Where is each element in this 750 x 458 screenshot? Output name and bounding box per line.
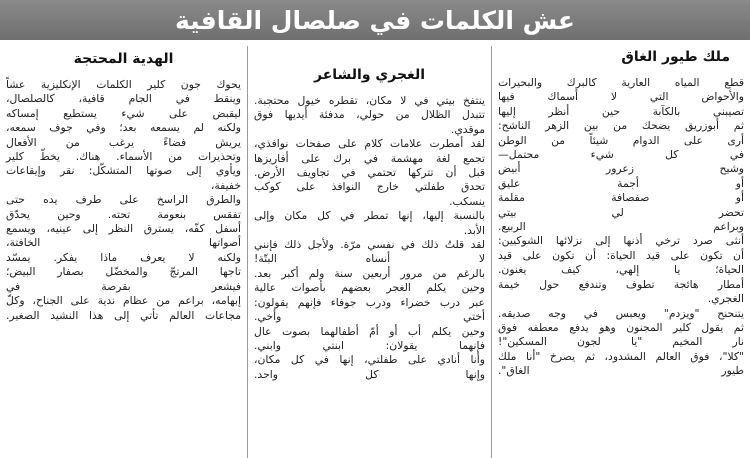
poem-line: أسفل كفّه، يسترق النظر إلى عينيه، ويسمع xyxy=(6,222,241,236)
poem-line: ينسكب. xyxy=(449,194,485,208)
poem-line: تاجها المرتجّ والمخضّل بصفار البيض؛ xyxy=(6,265,241,279)
column-poem-cormorant-king xyxy=(492,46,750,458)
poem-line: ويأوي إلى صوتها المتشكّل: نقر وإيقاعات xyxy=(6,164,241,178)
poem-line: بالرغم من مرور أربعين سنة ولم أكبر بعد. xyxy=(254,266,485,280)
poem-line: الحياة؛ يا إلهي، كيف يغنون. xyxy=(498,263,744,277)
poem-line: في كل شيء محتمل— xyxy=(498,148,744,162)
poem-line: أصواتها الخافتة، xyxy=(6,236,241,250)
poem-line: ثم يقول كلير المجنون وهو يدفع معطفه فوق xyxy=(498,320,744,334)
poem-body xyxy=(254,94,485,382)
poem-line: يريش فضاءً يرغب من الأفعال xyxy=(6,135,241,149)
poem-line: ينتفخ بيتي في لا مكان، تقطره خيول محتجبة. xyxy=(254,94,485,107)
poem-line: فيشعر بقرصة في xyxy=(6,279,241,293)
poem-line: عبر درب خضراء ودرب جوفاء فإنهم يقولون: xyxy=(254,295,485,309)
poem-line: ولكنه لا يعرف ماذا يفكر. يمسّد xyxy=(6,250,241,264)
poem-line: تتبدل الظلال من حولي، مدفئة أيديها فوق xyxy=(254,108,485,122)
poem-line: وينقط في الجام قافية، كالصلصال، xyxy=(6,92,241,106)
poem-line: مجاعات العالم تأتي إلى هذا النشيد الصغير. xyxy=(6,308,241,322)
poem-line: وتحذيرات من الأسماء. هناك. يخطّ كلير xyxy=(6,150,241,164)
poem-line: أمطار هائجة تطوف وتندفع حول خيمة xyxy=(498,277,744,291)
poem-line: والطرق الراسخ على طرف يده حتى xyxy=(6,193,241,207)
poem-line: قبل أن تتركها تحتمي في تجاويف الأرض. xyxy=(254,166,485,180)
poem-line: تصيبني بالكآبة حين أنظر إليها xyxy=(498,104,744,118)
poem-line: أو أجمة عليق xyxy=(498,176,744,190)
poem-line: طيور الغاق". xyxy=(498,364,744,378)
banner-title: عش الكلمات في صلصال القافية xyxy=(175,5,576,35)
poem-line: قطع المياه العارية كالبرك والبحيرات xyxy=(498,76,744,89)
poem-title: الغجري والشاعر xyxy=(314,67,425,83)
poem-line: ليقبض على شيء يستطيع إمساكه xyxy=(6,106,241,120)
poem-line: وأنا أنادي على طفلتي، إنها في كل مكان، xyxy=(254,353,485,367)
poem-line: إبهامه، براعم من عظام ندية على الجناح، وكلّ xyxy=(6,294,241,308)
poem-title: الهدية المحتجة xyxy=(73,51,174,67)
poem-line: الأبد. xyxy=(463,223,485,237)
poem-line: أن تكون على قيد الحياة: أن تكون على قيد xyxy=(498,248,744,262)
poem-line: ولكنه لم يسمعه بعد؛ وفي جوف سمعه، xyxy=(6,121,241,135)
poem-line: فإنهما يقولان: ابنتي وابني. xyxy=(254,338,485,352)
poem-line: لقد أمطرت علامات كلام على صفحات نوافذي، xyxy=(254,137,485,151)
poem-line: خفيفة، xyxy=(210,178,241,192)
poem-line: موقدي. xyxy=(450,122,485,136)
poem-line: تحضر لي بيتي xyxy=(498,205,744,219)
poem-line: أو صفصافة مقلمة xyxy=(498,191,744,205)
poem-line: لقد قلتُ ذلك في نفسي مرّة. ولأجل ذلك فإنني xyxy=(254,238,485,252)
poem-line: وبراعم الربيع. xyxy=(498,220,744,234)
poem-line: تجمع لغة مهشمة في برك على أفاريزها xyxy=(254,151,485,165)
poem-title: ملك طيور الغاق xyxy=(621,49,730,65)
poem-line: أختي وأخي. xyxy=(254,310,485,324)
poem-line: وحين يكلم أب أو أمّ أطفالهما بصوت عال xyxy=(254,324,485,338)
poem-line: والأحواض التي لا أسماك فيها xyxy=(498,90,744,104)
poem-line: بالنسبة إليها، إنها تمطر في كل مكان وإلى xyxy=(254,209,485,223)
poem-line: الغجري. xyxy=(707,292,744,306)
poem-line: ثم أبوزريق يضحك من بين الزهر الناشح: xyxy=(498,119,744,133)
poem-body xyxy=(6,78,241,323)
poem-line: أنثى صرد ترخي أذنها إلى نزلائها الشوكيين: xyxy=(498,234,744,248)
page-banner xyxy=(0,0,750,40)
poem-line: يحوك جون كلير الكلمات الإنكليزية عشاً xyxy=(6,78,241,91)
poem-line: نار المخيم "يا لجون المسكين"! xyxy=(498,335,744,349)
poem-line: وحين يكلم الغجر بعضهم بأصوات عالية xyxy=(254,281,485,295)
poem-line: تحدق طفلتي خارج النوافذ على كوكب xyxy=(254,180,485,194)
column-poem-gypsy-poet xyxy=(248,46,492,458)
poem-line: لا أنساه البتّة! xyxy=(254,252,485,266)
poem-line: وإنها كل واحد. xyxy=(254,367,485,381)
poem-line: "كلا"، فوق العالم المشدود، ثم يصرخ "أنا ملك xyxy=(498,349,744,363)
poem-line: يتنحنح "ويزدم" ويعبس في وجه صديقه. xyxy=(498,306,744,320)
poem-line: وشيح زعرور أبيض xyxy=(498,162,744,176)
poem-line: تفقس بنعومة تحته. وحين يحدّق xyxy=(6,207,241,221)
poem-body xyxy=(498,76,744,379)
column-poem-hidden-gift xyxy=(0,46,248,458)
poem-line: أرى على الدوام شيئاً من الوطن xyxy=(498,133,744,147)
